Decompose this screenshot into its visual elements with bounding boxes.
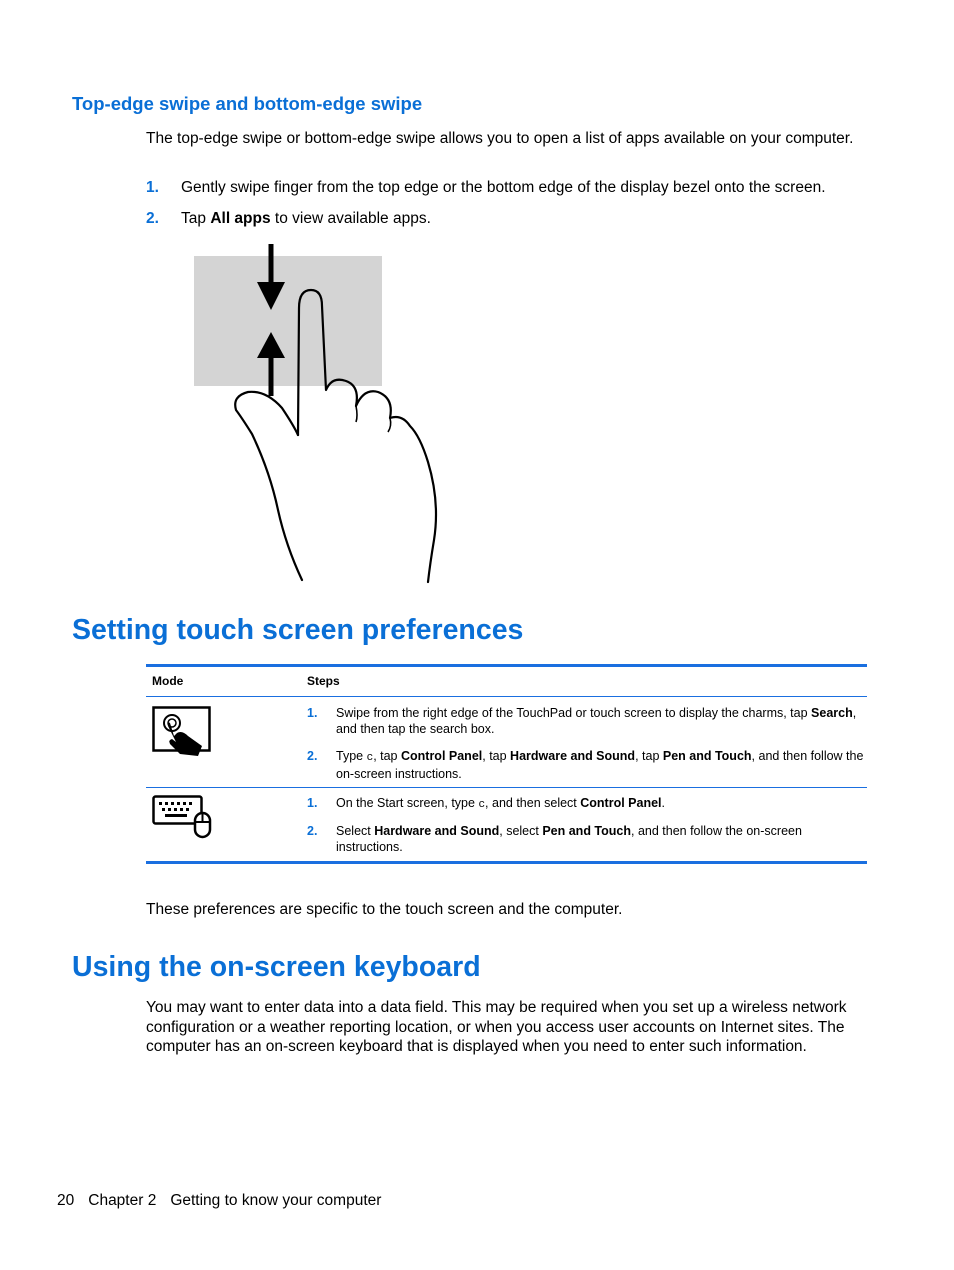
page-footer	[57, 1192, 395, 1210]
preferences-note: These preferences are specific to the touch screen and the computer.	[146, 901, 623, 918]
section-heading-touch-preferences: Setting touch screen preferences	[72, 614, 524, 646]
column-header-steps: Steps	[307, 674, 340, 688]
step-number: 1.	[146, 179, 159, 196]
section-heading-swipe: Top-edge swipe and bottom-edge swipe	[72, 93, 423, 114]
chapter-title: Getting to know your computer	[170, 1192, 382, 1209]
keyboard-body: You may want to enter data into a data field. This may be required when you set up a wireless network configuration or a weather reporting location, or when you access user accounts on Internet sites. The computer has an on-screen keyboard that is displayed when you need to enter such information.	[146, 999, 847, 1055]
section-heading-on-screen-keyboard: Using the on-screen keyboard	[72, 951, 481, 983]
step-text: Gently swipe finger from the top edge or the bottom edge of the display bezel onto the screen.	[181, 179, 826, 196]
column-header-mode: Mode	[152, 674, 184, 688]
preferences-table: Mode Steps 1. Swipe from the right edge of the TouchPad or touch screen to display the charms, tap Search, and then tap the search box. 2. Type c, tap Control Panel, tap Hardware and Sound, tap Pen and Touch, and then follow the on-screen instructions. 1. On the Start screen, type c, and then select Control Panel. 2. Select Hardware and Sound, select Pen and Touch, and then follow the on-screen instructions.	[146, 664, 867, 864]
step-text: Tap All apps to view available apps.	[181, 210, 431, 227]
keyboard-mouse-icon	[152, 795, 214, 841]
touch-screen-icon	[152, 706, 212, 758]
swipe-intro: The top-edge swipe or bottom-edge swipe allows you to open a list of apps available on your computer.	[146, 130, 854, 147]
step-number: 2.	[146, 210, 159, 227]
swipe-gesture-icon	[180, 240, 460, 585]
page-number: 20	[57, 1192, 75, 1209]
chapter-label: Chapter 2	[88, 1192, 157, 1209]
